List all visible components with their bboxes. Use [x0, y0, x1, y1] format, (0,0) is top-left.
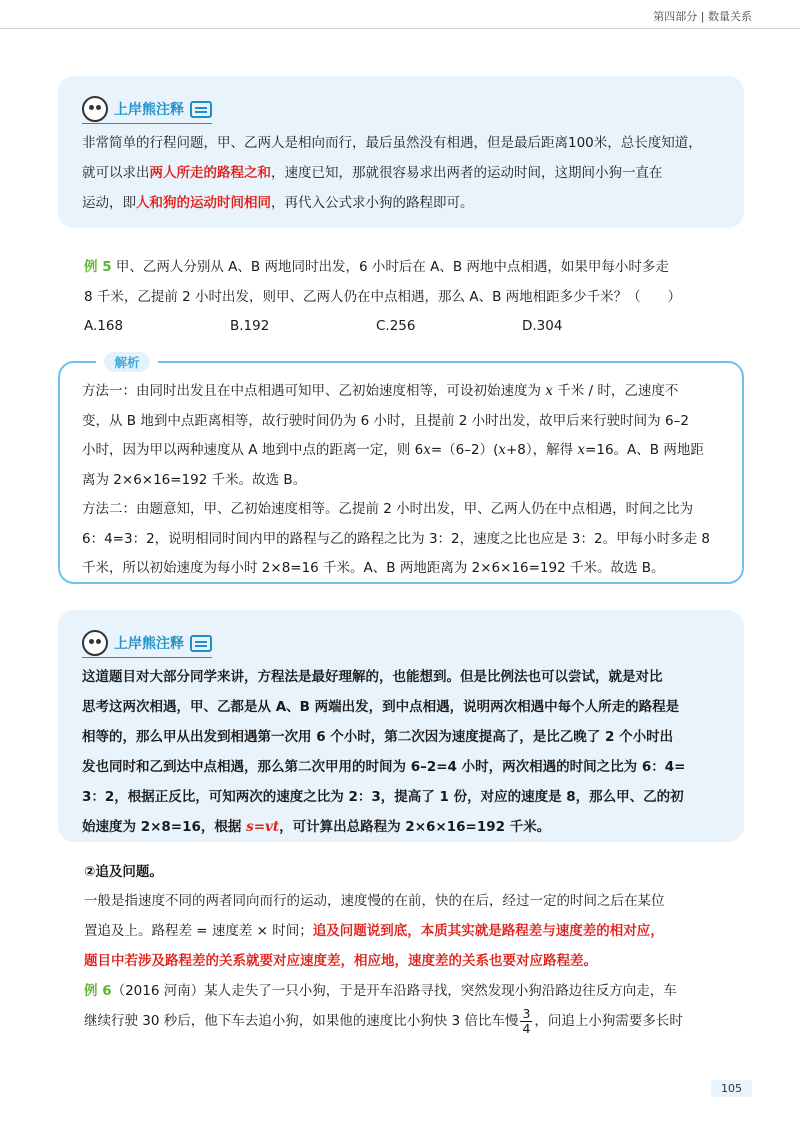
note-label: 上岸熊注释: [114, 636, 184, 652]
note-box-1: [58, 76, 744, 228]
highlight-text: 人和狗的运动时间相同: [136, 195, 271, 211]
section-text: 一般是指速度不同的两者同向而行的运动，速度慢的在前，快的在后，经过一定的时间之后在某位 置追及上。路程差 = 速度差 × 时间；追及问题说到底，本质其实就是路程差与速度差的相对应， 题目中若涉及路程差的关系就要对应速度差，相应地，速度差的关系也要对应路程差。 例 6（2016 河南）某人走失了一只小狗，于是开车沿路寻找，突然发现小狗沿路边往反方向走，车 继续行驶 30 秒后，他下车去追小狗，如果他的速度比小狗快 3 倍比车慢 $\frac{3}{4}$ ，问追上小狗需要多长时: [84, 893, 683, 1036]
highlight-text: 题目中若涉及路程差的关系就要对应速度差，相应地，速度差的关系也要对应路程差。: [84, 953, 597, 969]
analysis-tab: 解析: [96, 353, 158, 371]
section-pursuit: [84, 858, 734, 1036]
note-text: 非常简单的行程问题，甲、乙两人是相向而行，最后虽然没有相遇，但是最后距离100米，总长度知道， 就可以求出两人所走的路程之和，速度已知，那就很容易求出两者的运动时间，这期间小狗一直在 运动，即人和狗的运动时间相同，再代入公式求小狗的路程即可。: [82, 135, 702, 211]
bear-mascot-icon: [82, 96, 108, 122]
analysis-text: 方法一：由同时出发且在中点相遇可知甲、乙初始速度相等，可设初始速度为 x 千米 / 时，乙速度不 变，从 B 地到中点距离相等，故行驶时间仍为 6 小时，且提前 2 小时出发，故甲后来行驶时间为 6–2 小时，因为甲以两种速度从 A 地到中点的距离一定，则 6x=（6–2）(x+8），解得 x=16。A、B 两地距 离为 2×6×16=192 千米。故选 B。 方法二：由题意知，甲、乙初始速度相等。乙提前 2 小时出发，甲、乙两人仍在中点相遇，时间之比为 6：4=3：2，说明相同时间内甲的路程与乙的路程之比为 3：2，速度之比也应是 3：2。甲每小时多走 8 千米，所以初始速度为每小时 2×8=16 千米。A、B 两地距离为 2×6×16=192 千米。故选 B。: [82, 383, 710, 576]
option-b: B.192: [230, 318, 270, 334]
option-a: A.168: [84, 318, 124, 334]
note-text: 这道题目对大部分同学来讲，方程法是最好理解的，也能想到。但是比例法也可以尝试，就是对比 思考这两次相遇，甲、乙都是从 A、B 两端出发，到中点相遇，说明两次相遇中每个人所走的路程是 相等的，那么甲从出发到相遇第一次用 6 个小时，第二次因为速度提高了，是比乙晚了 2 个小时出 发也同时和乙到达中点相遇，那么第二次甲用的时间为 6–2=4 小时，两次相遇的时间之比为 6：4= 3：2，根据正反比，可知两次的速度之比为 2：3，提高了 1 份，对应的速度是 8，那么甲、乙的初 始速度为 2×8=16，根据 s=vt，可计算出总路程为 2×6×16=192 千米。: [82, 669, 686, 835]
note-label: 上岸熊注释: [114, 102, 184, 118]
bear-mascot-icon: [82, 630, 108, 656]
analysis-box: [58, 355, 744, 584]
running-header: 第四部分 | 数量关系: [653, 10, 752, 23]
note-box-2: [58, 610, 744, 842]
answer-options: [84, 312, 734, 340]
speech-bubble-icon: [190, 635, 212, 652]
fraction: $\frac{3}{4}$: [522, 1005, 531, 1036]
header-divider: [0, 28, 800, 29]
option-c: C.256: [376, 318, 416, 334]
option-d: D.304: [522, 318, 563, 334]
highlight-text: 追及问题说到底，本质其实就是路程差与速度差的相对应，: [312, 923, 664, 939]
highlight-text: 两人所走的路程之和: [149, 165, 271, 181]
example-tag: 例 6: [84, 983, 112, 999]
section-heading: ②追及问题。: [84, 864, 163, 880]
example-5: [84, 252, 734, 340]
note-title-underline: [82, 657, 212, 658]
page-number: 105: [711, 1080, 752, 1097]
speech-bubble-icon: [190, 101, 212, 118]
note-title-underline: [82, 123, 212, 124]
example-question: 例 5 甲、乙两人分别从 A、B 两地同时出发，6 小时后在 A、B 两地中点相遇，如果甲每小时多走 8 千米，乙提前 2 小时出发，则甲、乙两人仍在中点相遇，那么 A、B 两地相距多少千米？（ ）: [84, 259, 682, 305]
formula-text: s=vt: [246, 819, 280, 835]
note-title: [82, 626, 722, 660]
example-tag: 例 5: [84, 259, 112, 275]
note-title: [82, 92, 722, 126]
